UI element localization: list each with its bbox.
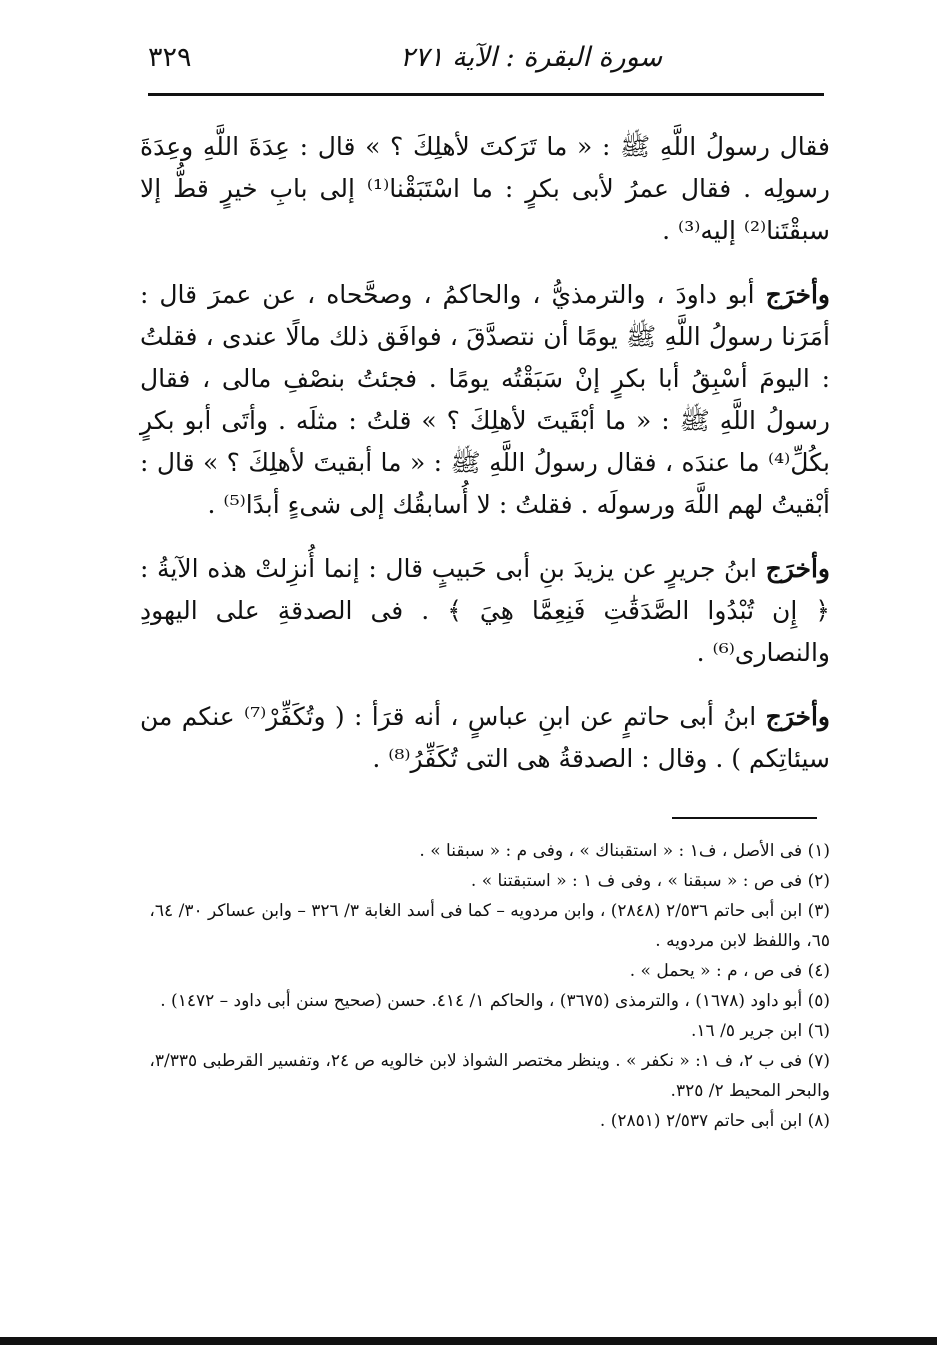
paragraph [140, 274, 830, 526]
footnote: (٧) فى ب ٢، ف ١: « نكفر » . وينظر مختصر الشواذ لابن خالويه ص ٢٤، وتفسير القرطبى ٣/٣٣٥، والبحر المحيط ٢/ ٣٢٥. [149, 1051, 830, 1101]
paragraph-lead: وأخرَج [765, 280, 830, 309]
paragraph-lead: وأخرَج [765, 554, 830, 583]
paragraph-text: فقال رسولُ اللَّهِ ﷺ : « ما تَرَكتَ لأهلِكَ ؟ » قال : عِدَةَ اللَّهِ وعِدَةَ رسولِه . فقال عمرُ لأبى بكرٍ : ما اسْتَبَقْنا⁽¹⁾ إلى بابِ خيرٍ قطُّ إلا سبقْتَنا⁽²⁾ إليه⁽³⁾ . [140, 132, 830, 245]
bottom-edge-bar [0, 1337, 937, 1345]
footnotes [140, 836, 830, 1136]
paragraph-text: أبو داودَ ، والترمذيُّ ، والحاكمُ ، وصحَّحاه ، عن عمرَ قال : أمَرَنا رسولُ اللَّهِ ﷺ يومًا أن نتصدَّقَ ، فوافَق ذلك مالًا عندى ، فقلتُ : اليومَ أسْبِقُ أبا بكرٍ إنْ سَبَقْتُه يومًا . فجئتُ بنصْفِ مالى ، فقال رسولُ اللَّهِ ﷺ : « ما أبْقَيتَ لأهلِكَ ؟ » قلتُ : مثلَه . وأتَى أبو بكرٍ بكُلِّ⁽⁴⁾ ما عندَه ، فقال رسولُ اللَّهِ ﷺ : « ما أبقيتَ لأهلِكَ ؟ » قال : أبْقيتُ لهم اللَّهَ ورسولَه . فقلتُ : لا أُسابقُك إلى شىءٍ أبدًا⁽⁵⁾ . [140, 280, 830, 519]
running-head: سورة البقرة : الآية ٢٧١ [400, 42, 663, 73]
footnote: (٤) فى ص ، م : « يحمل » . [629, 961, 830, 981]
paragraph [140, 696, 830, 780]
paragraph-lead: وأخرَج [765, 702, 830, 731]
footnote: (٦) ابن جرير ٥/ ١٦. [691, 1021, 830, 1041]
paragraph [140, 126, 830, 252]
paragraph [140, 548, 830, 674]
footnote-rule [672, 817, 817, 819]
footnote: (٣) ابن أبى حاتم ٢/٥٣٦ (٢٨٤٨) ، وابن مردويه – كما فى أسد الغابة ٣/ ٣٢٦ – وابن عساكر ٣٠/ ٦٤، ٦٥، واللفظ لابن مردويه . [149, 901, 830, 951]
page-number: ٣٢٩ [148, 42, 192, 73]
header-rule [148, 93, 824, 96]
paragraph-text: ابنُ جريرٍ عن يزيدَ بنِ أبى حَبيبٍ قال : إنما أُنزِلتْ هذه الآيةُ : ﴿ إِن تُبْدُوا الصَّدَقَٰتِ فَنِعِمَّا هِيَ ﴾ . فى الصدقةِ على اليهودِ والنصارى⁽⁶⁾ . [140, 554, 830, 667]
footnote: (١) فى الأصل ، ف١ : « استقبناك » ، وفى م : « سبقنا » . [419, 841, 830, 861]
footnote: (٥) أبو داود (١٦٧٨) ، والترمذى (٣٦٧٥) ، والحاكم ١/ ٤١٤. حسن (صحيح سنن أبى داود – ١٤٧٢) . [160, 991, 830, 1011]
footnote: (٢) فى ص : « سبقنا » ، وفى ف ١ : « استبقتنا » . [470, 871, 830, 891]
body-text [140, 126, 830, 802]
paragraph-text: ابنُ أبى حاتمٍ عن ابنِ عباسٍ ، أنه قرَأ : ( وتُكَفِّرْ⁽⁷⁾ عنكم من سيئاتِكم ) . وقال : الصدقةُ هى التى تُكَفِّرُ⁽⁸⁾ . [140, 702, 830, 773]
footnote: (٨) ابن أبى حاتم ٢/٥٣٧ (٢٨٥١) . [599, 1111, 830, 1131]
